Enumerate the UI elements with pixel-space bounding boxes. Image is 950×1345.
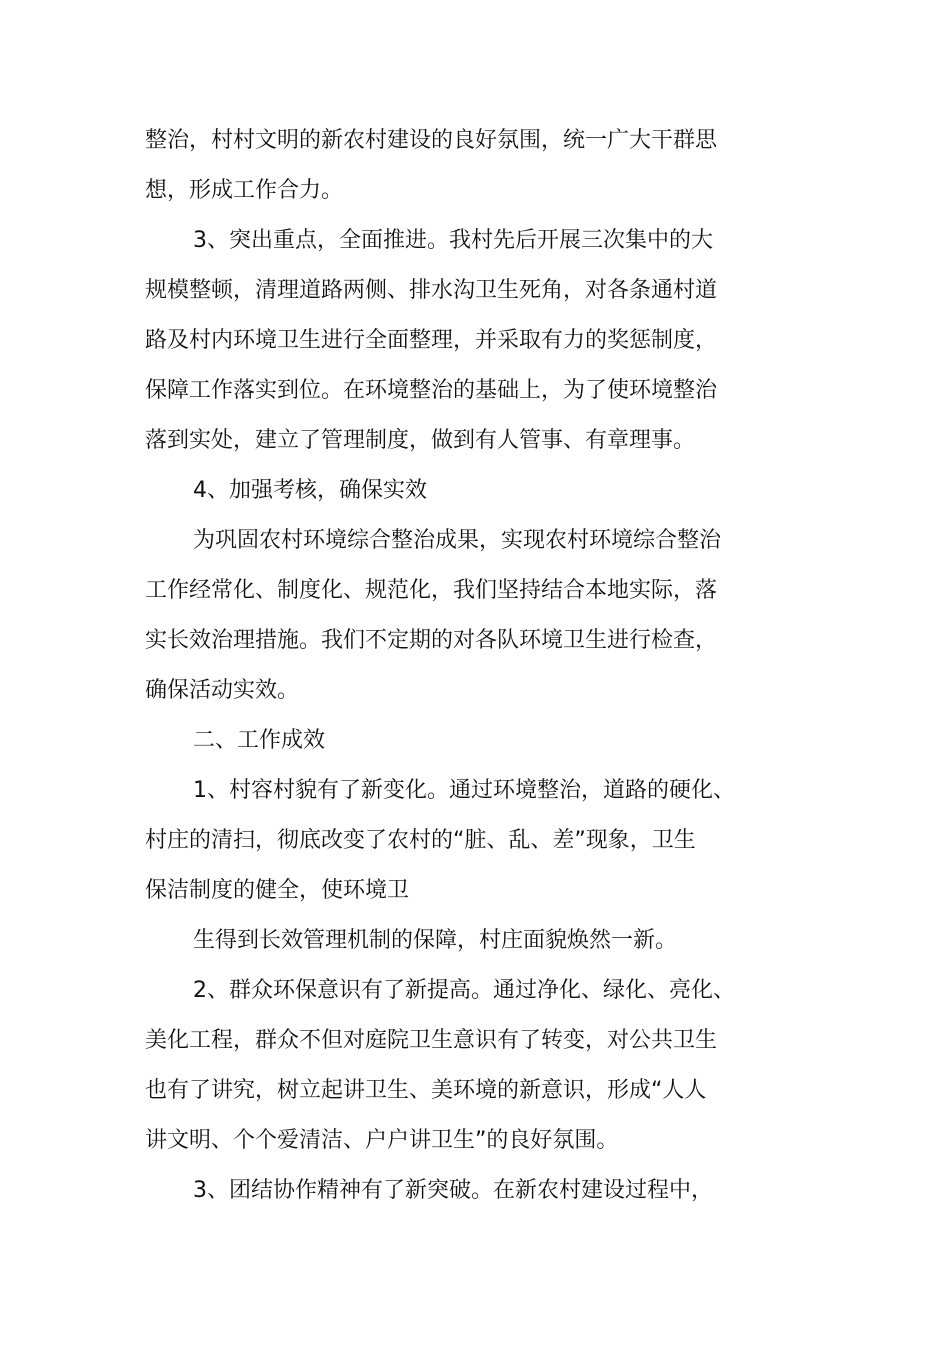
text-line-4: 规模整顿，清理道路两侧、排水沟卫生死角，对各条通村道 bbox=[145, 278, 718, 303]
text-line-22: 3、团结协作精神有了新突破。在新农村建设过程中， bbox=[193, 1178, 713, 1203]
text-line-18: 2、群众环保意识有了新提高。通过净化、绿化、亮化、 bbox=[193, 978, 735, 1003]
text-line-11: 实长效治理措施。我们不定期的对各队环境卫生进行检查， bbox=[145, 628, 718, 653]
section-heading: 二、工作成效 bbox=[193, 728, 326, 753]
text-line-2: 想，形成工作合力。 bbox=[145, 178, 344, 203]
text-line-17: 生得到长效管理机制的保障，村庄面貌焕然一新。 bbox=[193, 928, 678, 953]
text-line-3: 3、突出重点，全面推进。我村先后开展三次集中的大 bbox=[193, 228, 713, 253]
text-line-8: 4、加强考核，确保实效 bbox=[193, 478, 427, 503]
text-line-14: 1、村容村貌有了新变化。通过环境整治，道路的硬化、 bbox=[193, 778, 735, 803]
text-line-16: 保洁制度的健全，使环境卫 bbox=[145, 878, 410, 903]
text-line-10: 工作经常化、制度化、规范化，我们坚持结合本地实际，落 bbox=[145, 578, 718, 603]
text-line-6: 保障工作落实到位。在环境整治的基础上，为了使环境整治 bbox=[145, 378, 718, 403]
text-line-21: 讲文明、个个爱清洁、户户讲卫生”的良好氛围。 bbox=[145, 1128, 619, 1153]
text-line-1: 整治，村村文明的新农村建设的良好氛围，统一广大干群思 bbox=[145, 128, 718, 153]
text-line-12: 确保活动实效。 bbox=[145, 678, 300, 703]
text-line-15: 村庄的清扫，彻底改变了农村的“脏、乱、差”现象，卫生 bbox=[145, 828, 696, 853]
text-line-19: 美化工程，群众不但对庭院卫生意识有了转变，对公共卫生 bbox=[145, 1028, 718, 1053]
text-line-7: 落到实处，建立了管理制度，做到有人管事、有章理事。 bbox=[145, 428, 696, 453]
text-line-9: 为巩固农村环境综合整治成果，实现农村环境综合整治 bbox=[193, 528, 722, 553]
text-line-20: 也有了讲究，树立起讲卫生、美环境的新意识，形成“人人 bbox=[145, 1078, 707, 1103]
text-line-5: 路及村内环境卫生进行全面整理，并采取有力的奖惩制度， bbox=[145, 328, 718, 353]
